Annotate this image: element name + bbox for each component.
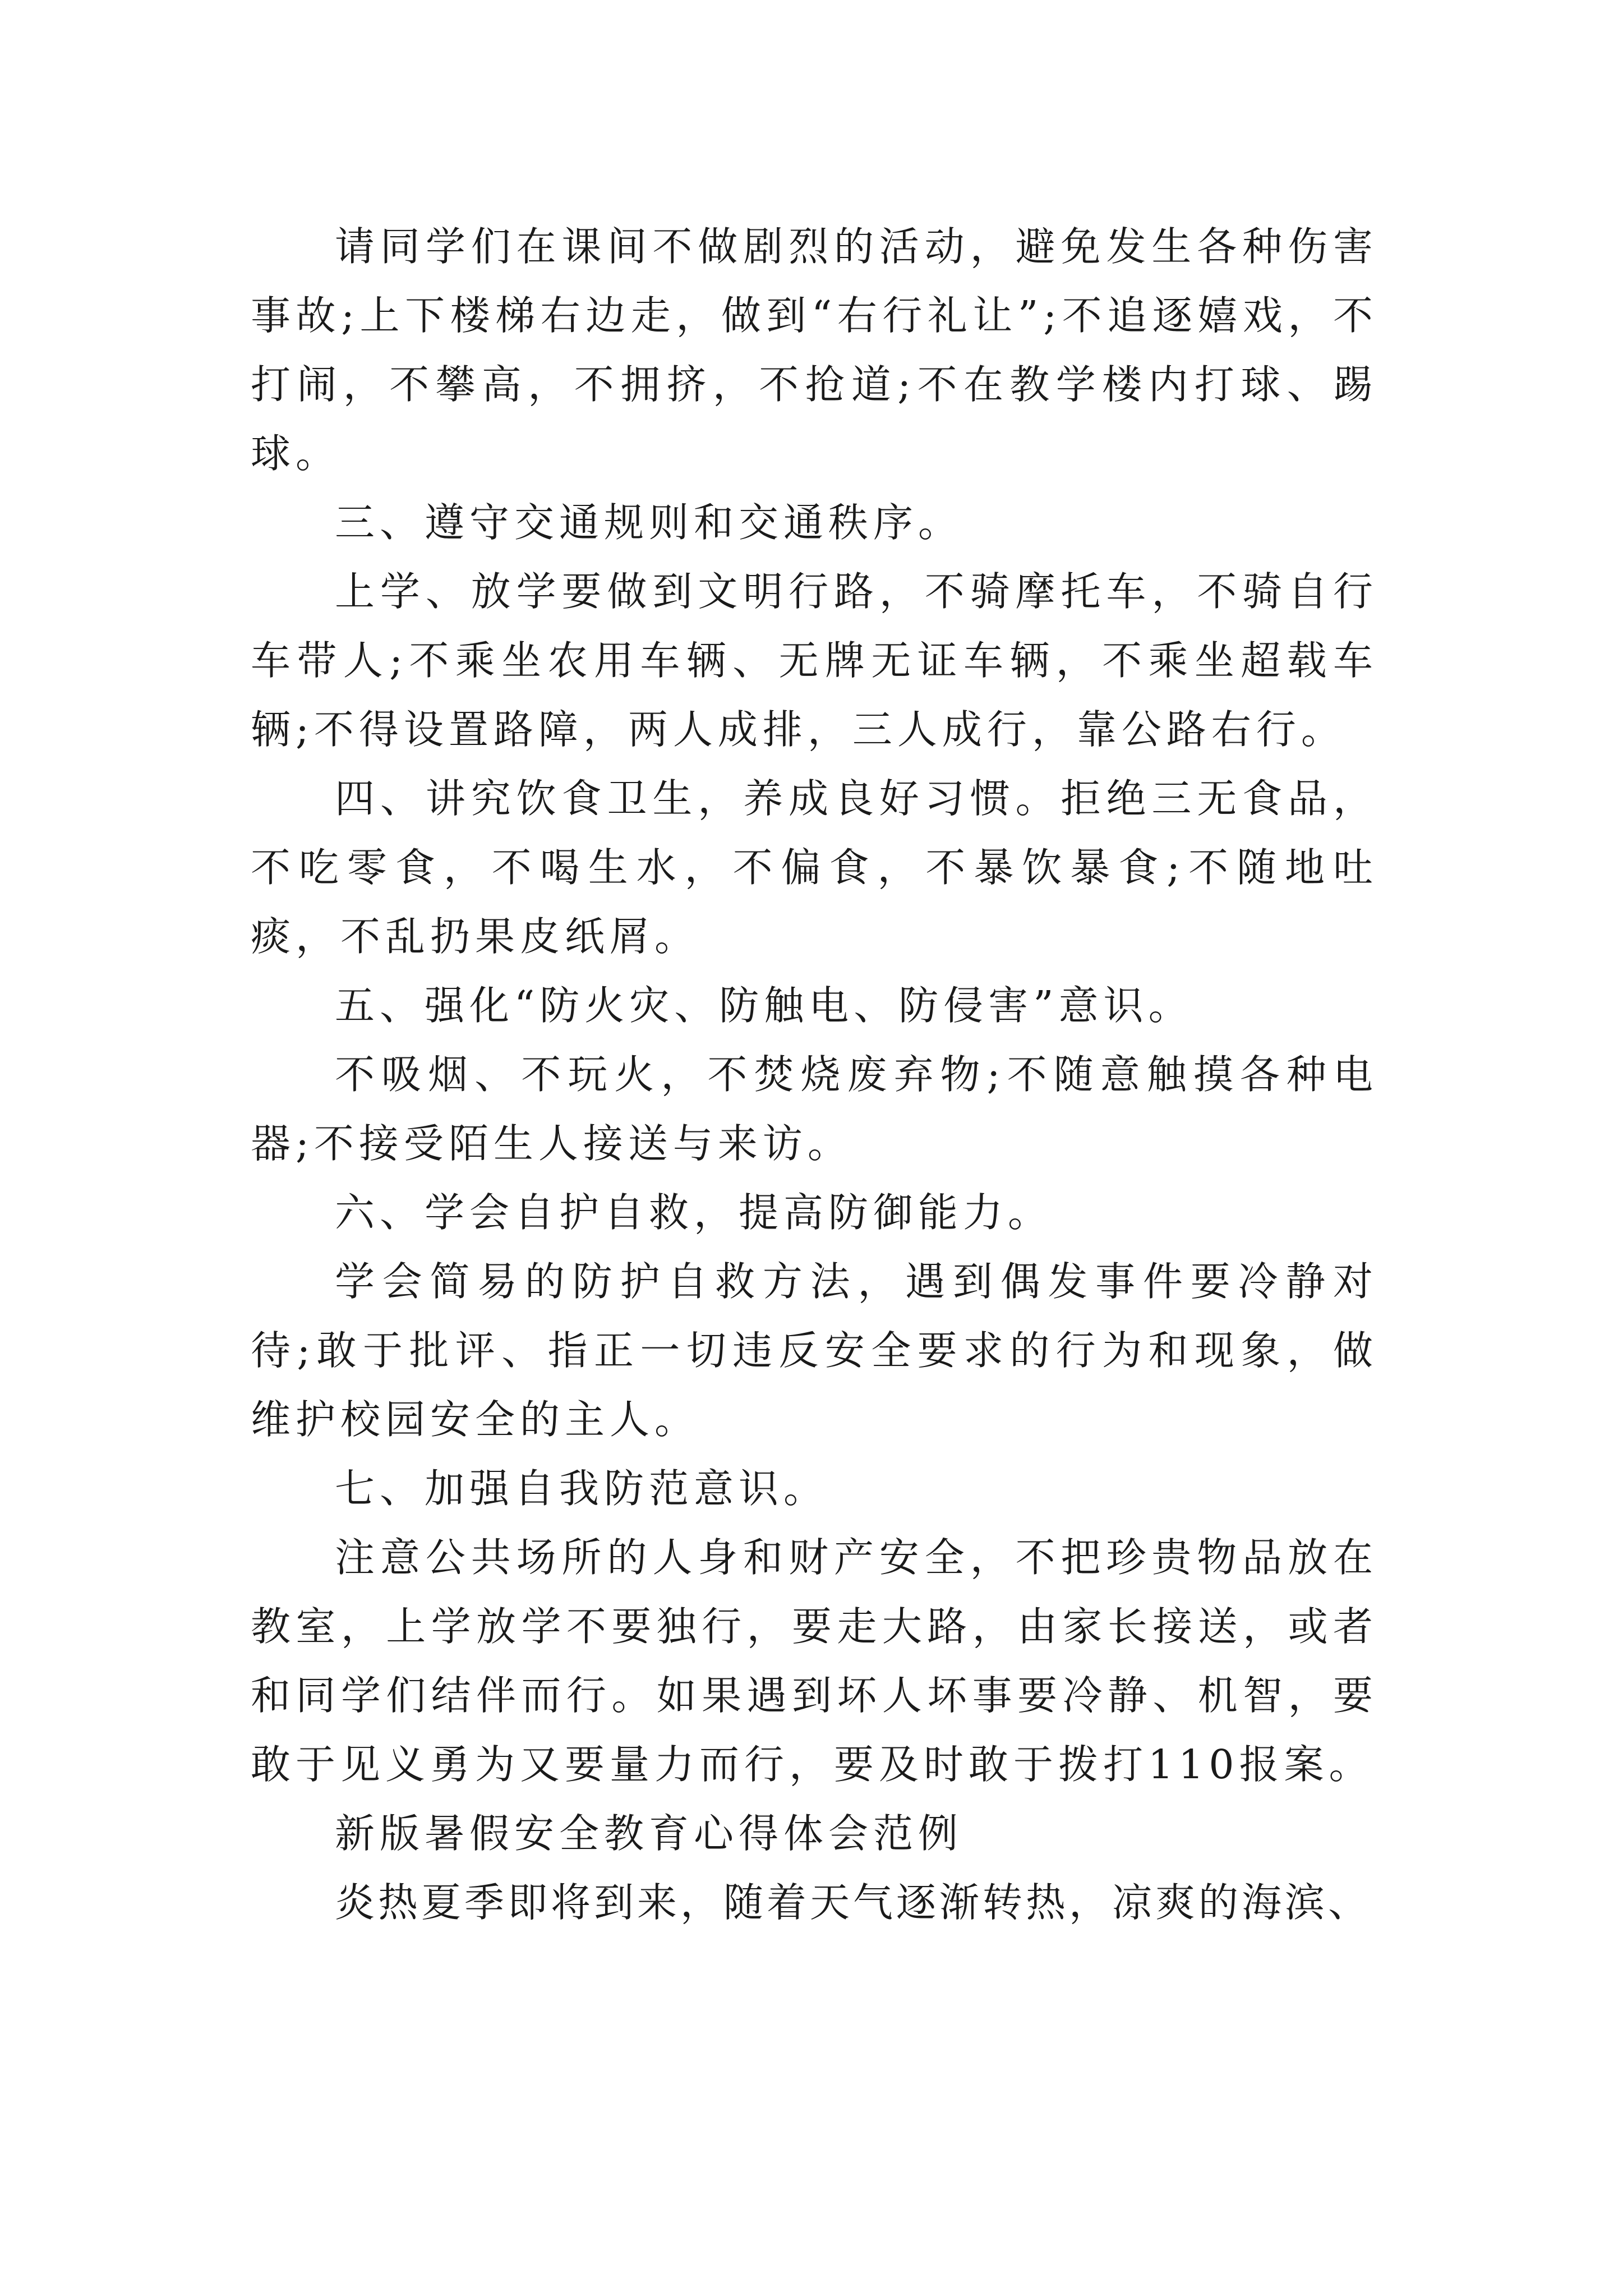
section-heading-self-defense: 七、加强自我防范意识。 xyxy=(335,1465,829,1512)
paragraph-classroom-safety: 请同学们在课间不做剧烈的活动，避免发生各种伤害事故;上下楼梯右边走，做到“右行礼让”;不追逐嬉戏，不打闹，不攀高，不拥挤，不抢道;不在教学楼内打球、踢球。 xyxy=(251,223,1378,477)
paragraph-traffic-rules: 上学、放学要做到文明行路，不骑摩托车，不骑自行车带人;不乘坐农用车辆、无牌无证车辆，不乘坐超载车辆;不得设置路障，两人成排，三人成行，靠公路右行。 xyxy=(251,568,1378,753)
paragraph-public-safety: 注意公共场所的人身和财产安全，不把珍贵物品放在教室，上学放学不要独行，要走大路，由家长接送，或者和同学们结伴而行。如果遇到坏人坏事要冷静、机智，要敢于见义勇为又要量力而行，要及时敢于拨打110报案。 xyxy=(251,1534,1378,1788)
article-title: 新版暑假安全教育心得体会范例 xyxy=(335,1810,963,1857)
section-heading-self-protection: 六、学会自护自救，提高防御能力。 xyxy=(335,1189,1053,1236)
document-body xyxy=(251,212,1378,1937)
paragraph-food-hygiene: 四、讲究饮食卫生，养成良好习惯。拒绝三无食品，不吃零食，不喝生水，不偏食，不暴饮暴食;不随地吐痰，不乱扔果皮纸屑。 xyxy=(251,775,1378,960)
section-heading-fire-electric: 五、强化“防火灾、防触电、防侵害”意识。 xyxy=(335,982,1193,1029)
paragraph-self-protection: 学会简易的防护自救方法，遇到偶发事件要冷静对待;敢于批评、指正一切违反安全要求的行为和现象，做维护校园安全的主人。 xyxy=(251,1258,1378,1443)
section-heading-traffic: 三、遵守交通规则和交通秩序。 xyxy=(335,499,963,546)
paragraph-summer-intro: 炎热夏季即将到来，随着天气逐渐转热，凉爽的海滨、 xyxy=(335,1879,1372,1926)
paragraph-fire-electric: 不吸烟、不玩火，不焚烧废弃物;不随意触摸各种电器;不接受陌生人接送与来访。 xyxy=(251,1051,1378,1167)
